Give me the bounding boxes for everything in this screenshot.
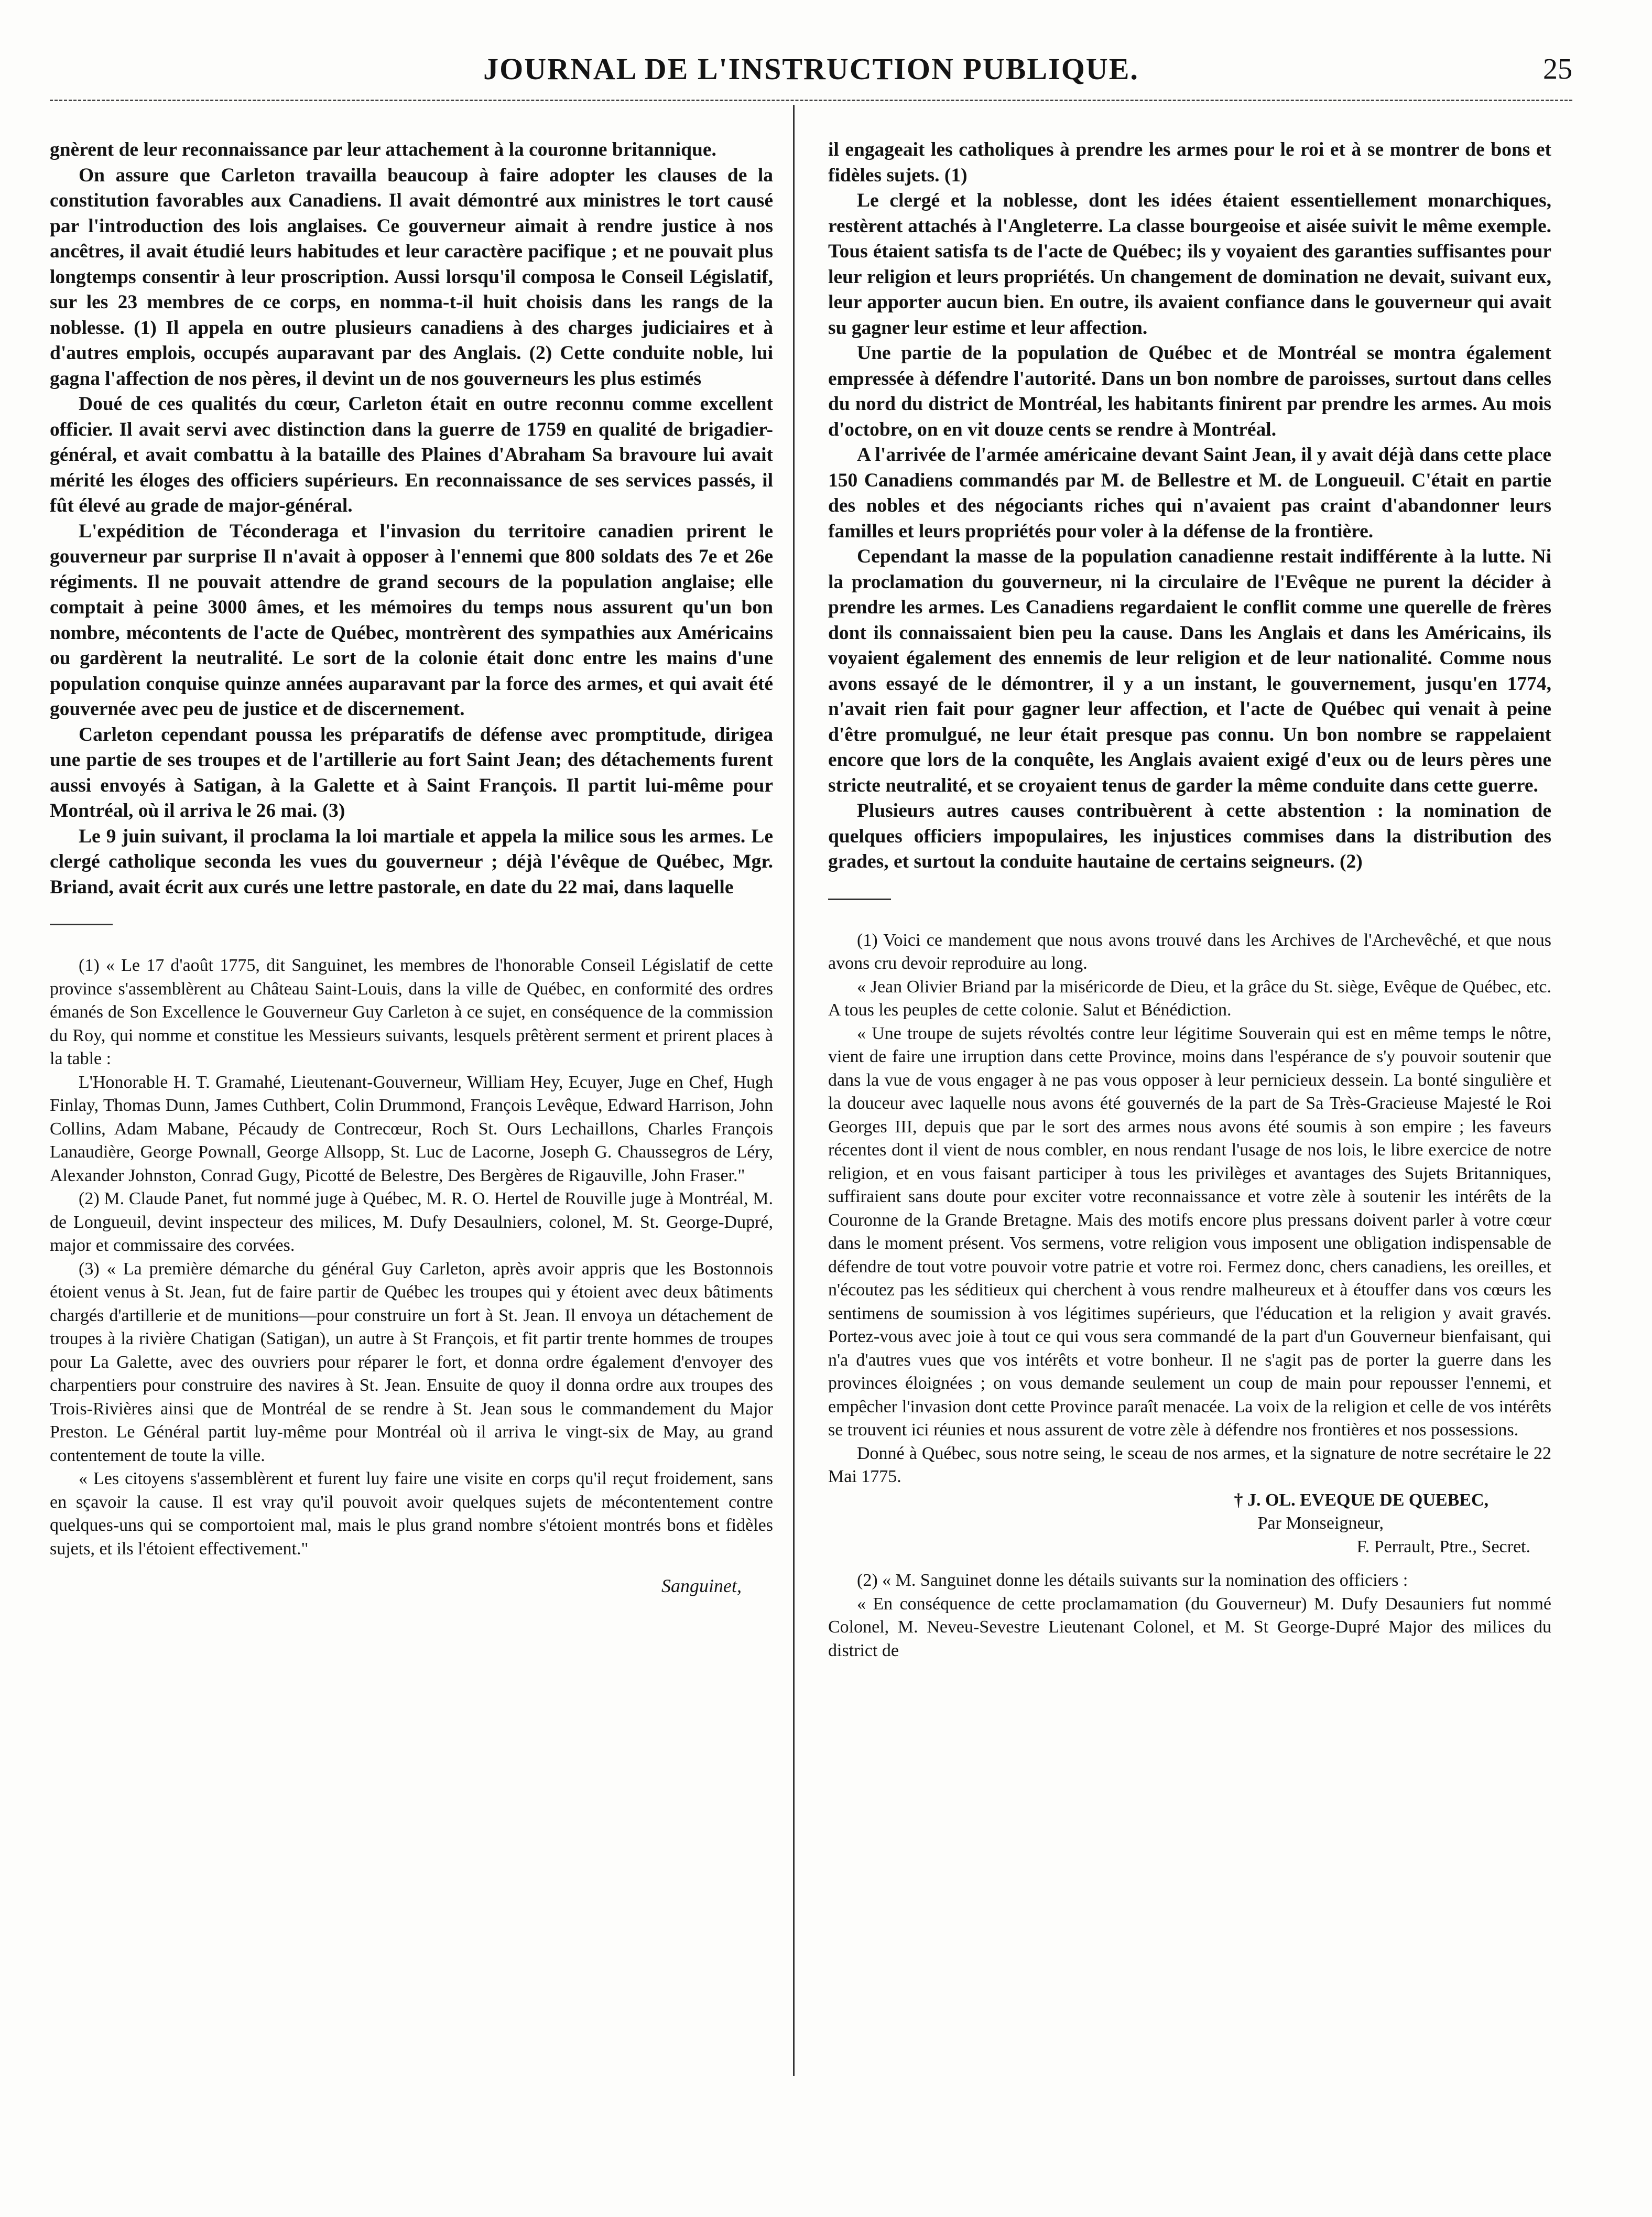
- paragraph: Doué de ces qualités du cœur, Carleton était en outre reconnu comme excellent officier. Il avait servi avec distinction dans la guerre de 1759 en qualité de brigadier-général, et avait combattu à la bataille des Plaines d'Abraham Sa bravoure lui avait mérité les éloges des officiers supérieurs. En reconnaissance de ses services passés, il fût élevé au grade de major-général.: [50, 393, 773, 516]
- footnote: L'Honorable H. T. Gramahé, Lieutenant-Gouverneur, William Hey, Ecuyer, Juge en Chef, Hugh Finlay, Thomas Dunn, James Cuthbert, Colin Drummond, François Levêque, Edward Harrison, John Collins, Adam Mabane, Pécaudy de Contrecœur, Roch St. Ours Lechaillons, Charles François Lanaudière, George Pownall, George Allsopp, St. Luc de Lacorne, Joseph G. Chaussegros de Léry, Alexander Johnston, Conrad Gugy, Picotté de Belestre, Des Bergères de Rigauville, John Fraser.": [50, 1072, 773, 1185]
- footnote: « Une troupe de sujets révoltés contre leur légitime Souverain qui est en même temps le nôtre, vient de faire une irruption dans cette Province, moins dans l'espérance de s'y pouvoir soutenir que dans la vue de vous engager à ne pas vous opposer à leur pernicieux dessein. La bonté singulière et la douceur avec laquelle nous avons été gouvernés de la part de Sa Très-Gracieuse Majesté le Roi Georges III, depuis que par le sort des armes nous avons été soumis à son empire ; les faveurs récentes dont il vient de nous combler, en nous rendant l'usage de nos lois, le libre exercice de notre religion, et en vous faisant participer à tous les privilèges et avantages des Sujets Britanniques, suffiraient sans doute pour exciter votre reconnaissance et votre zèle à soutenir les intérêts de la Couronne de la Grande Bretagne. Mais des motifs encore plus pressans doivent parler à votre cœur dans le moment présent. Vos sermens, votre religion vous imposent une obligation indispensable de défendre de tout votre pouvoir votre patrie et votre roi. Fermez donc, chers canadiens, les oreilles, et n'écoutez pas les séditieux qui cherchent à vous rendre malheureux et à étouffer dans vos cœurs les sentimens de soumission à vos légitimes supérieurs, que l'éducation et la religion y avait gravés. Portez-vous avec joie à tout ce qui vous sera commandé de la part d'un Gouverneur bienfaisant, qui n'a d'autres vues que vos intérêts et votre bonheur. Il ne s'agit pas de porter la guerre dans les provinces éloignées ; on vous demande seulement un coup de main pour repousser l'ennemi, et empêcher l'invasion dont cette Province paraît menacée. La voix de la religion et celle de vos intérêts se trouvent ici réunies et nous assurent de votre zèle à défendre nos frontières et nos possessions.: [828, 1023, 1551, 1440]
- paragraph: On assure que Carleton travailla beaucoup à faire adopter les clauses de la constitution favorables aux Canadiens. Il avait démontré aux ministres le tort causé par l'introduction des lois anglaises. Ce gouverneur aimait à rendre justice à nos ancêtres, il avait étudié leurs habitudes et leur caractère pacifique ; et ne pouvait plus longtemps consentir à leur proscription. Aussi lorsqu'il composa le Conseil Législatif, sur les 23 membres de ce corps, en nomma-t-il huit choisis dans les rangs de la noblesse. (1) Il appela en outre plusieurs canadiens à des charges judiciaires et à d'autres emplois, occupés auparavant par des Anglais. (2) Cette conduite noble, lui gagna l'affection de nos pères, il devint un de nos gouverneurs les plus estimés: [50, 164, 773, 390]
- footnote: « En conséquence de cette proclamamation (du Gouverneur) M. Dufy Desauniers fut nommé Colonel, M. Neveu-Sevestre Lieutenant Colonel, et M. St George-Dupré Major des milices du district de: [828, 1594, 1551, 1660]
- paragraph: Une partie de la population de Québec et de Montréal se montra également empressée à défendre l'autorité. Dans un bon nombre de paroisses, surtout dans celles du nord du district de Montréal, les habitants finirent par prendre les armes. Au mois d'octobre, on en vit douze cents se rendre à Montréal.: [828, 342, 1551, 440]
- right-body: [828, 137, 1551, 875]
- secretary-signature: F. Perrault, Ptre., Secret.: [1356, 1537, 1530, 1556]
- par-monseigneur: Par Monseigneur,: [1257, 1513, 1384, 1533]
- footnote: (3) « La première démarche du général Guy Carleton, après avoir appris que les Bostonnois étoient venus à St. Jean, fut de faire partir de Québec les troupes qui y étoient avec deux bâtiments chargés d'artillerie et de munitions—pour construire un fort à St. Jean. Il envoya un détachement de troupes à la rivière Chatigan (Satigan), un autre à St François, et fit partir trente hommes de troupes pour La Galette, avec des ouvriers pour réparer le fort, et donna ordre également d'envoyer des charpentiers pour construire des navires à St. Jean. Ensuite de quoy il donna ordre aux troupes des Trois-Rivières ainsi que de Montréal de se rendre à St. Jean sous le commandement du Major Preston. Le Général partit luy-même pour Montréal où il arriva le vingt-six de May, au grand contentement de toute la ville.: [50, 1259, 773, 1465]
- footnote: Donné à Québec, sous notre seing, le sceau de nos armes, et la signature de notre secrétaire le 22 Mai 1775.: [828, 1443, 1551, 1486]
- paragraph: Carleton cependant poussa les préparatifs de défense avec promptitude, dirigea une partie de ses troupes et de l'artillerie au fort Saint Jean; des détachements furent aussi envoyés à Satigan, à la Galette et à Saint François. Il partit lui-même pour Montréal, où il arriva le 26 mai. (3): [50, 723, 773, 821]
- footnote: (2) « M. Sanguinet donne les détails suivants sur la nomination des officiers :: [857, 1571, 1408, 1590]
- paragraph: Plusieurs autres causes contribuèrent à cette abstention : la nomination de quelques officiers impopulaires, les injustices commises dans la distribution des grades, et surtout la conduite hautaine de certains seigneurs. (2): [828, 800, 1551, 872]
- header-rule: [50, 100, 1572, 101]
- footnote: (1) « Le 17 d'août 1775, dit Sanguinet, les membres de l'honorable Conseil Législatif de cette province s'assemblèrent au Château Saint-Louis, dans la ville de Québec, en conformité des ordres émanés de Son Excellence le Gouverneur Guy Carleton à ce sujet, en conséquence de la commission du Roy, qui nomme et constitue les Messieurs suivants, lesquels prêtèrent serment et prirent places à la table :: [50, 956, 773, 1068]
- footnote-separator: [828, 899, 891, 900]
- paragraph: Cependant la masse de la population canadienne restait indifférente à la lutte. Ni la proclamation du gouverneur, ni la circulaire de l'Evêque ne purent la décider à prendre les armes. Les Canadiens regardaient le conflit comme une querelle de frères dont ils connaissaient bien peu la cause. Dans les Anglais et dans les Américains, ils voyaient également des ennemis de leur religion et de leur nationalité. Comme nous avons essayé de le démontrer, il y a un instant, le gouvernement, jusqu'en 1774, n'avait rien fait pour gagner leur affection, et l'acte de Québec qui venait à peine d'être promulgué, ne leur était presque pas connu. Un bon nombre se rappelaient encore que lors de la conquête, les Anglais avaient exigé d'eux ou de leurs pères une stricte neutralité, et se croyaient tenus de garder la même conduite dans cette guerre.: [828, 546, 1551, 796]
- paragraph: il engageait les catholiques à prendre les armes pour le roi et à se montrer de bons et fidèles sujets. (1): [828, 139, 1551, 186]
- paragraph: Le 9 juin suivant, il proclama la loi martiale et appela la milice sous les armes. Le clergé catholique seconda les vues du gouverneur ; déjà l'évêque de Québec, Mgr. Briand, avait écrit aux curés une lettre pastorale, en date du 22 mai, dans laquelle: [50, 825, 773, 898]
- left-body: [50, 137, 773, 900]
- paragraph: A l'arrivée de l'armée américaine devant Saint Jean, il y avait déjà dans cette place 150 Canadiens commandés par M. de Bellestre et M. de Longueuil. C'était en partie des nobles et des négociants riches qui n'avaient pas craint d'abandonner leurs familles et leurs propriétés pour voler à la défense de la frontière.: [828, 444, 1551, 542]
- left-footnotes: [50, 954, 773, 1598]
- footnote: (1) Voici ce mandement que nous avons trouvé dans les Archives de l'Archevêché, et que nous avons cru devoir reproduire au long.: [828, 930, 1551, 973]
- paragraph: Le clergé et la noblesse, dont les idées étaient essentiellement monarchiques, restèrent attachés à l'Angleterre. La classe bourgeoise et aisée suivit le même exemple. Tous étaient satisfa ts de l'acte de Québec; ils y voyaient des garanties suffisantes pour leur religion et leurs propriétés. Un changement de domination ne devait, suivant eux, leur apporter aucun bien. En outre, ils avaient confiance dans le gouverneur qui avait su gagner leur estime et leur affection.: [828, 190, 1551, 339]
- footnote: (2) M. Claude Panet, fut nommé juge à Québec, M. R. O. Hertel de Rouville juge à Montréal, M. de Longueuil, devint inspecteur des milices, M. Dufy Desaulniers, colonel, M. St. George-Dupré, major et commissaire des corvées.: [50, 1189, 773, 1255]
- journal-title: JOURNAL DE L'INSTRUCTION PUBLIQUE.: [483, 52, 1139, 86]
- right-footnotes: [828, 929, 1551, 1663]
- page-number: 25: [1543, 53, 1572, 85]
- page-header: [50, 48, 1572, 90]
- footnote-signature: Sanguinet,: [661, 1575, 742, 1596]
- bishop-signature: † J. OL. EVEQUE DE QUEBEC,: [1234, 1490, 1488, 1510]
- footnote: « Les citoyens s'assemblèrent et furent luy faire une visite en corps qu'il reçut froidement, sans en sçavoir la cause. Il est vray qu'il pouvoit avoir quelques sujets de mécontentement contre quelques-uns qui se comportoient mal, mais le plus grand nombre s'étoient montrés bons et fidèles sujets, et ils l'étoient effectivement.": [50, 1469, 773, 1559]
- paragraph: gnèrent de leur reconnaissance par leur attachement à la couronne britannique.: [50, 139, 716, 160]
- right-column: [828, 137, 1551, 2171]
- footnote: « Jean Olivier Briand par la miséricorde de Dieu, et la grâce du St. siège, Evêque de Québec, etc. A tous les peuples de cette colonie. Salut et Bénédiction.: [828, 977, 1551, 1020]
- column-divider: [793, 105, 795, 2076]
- left-column: [50, 137, 773, 2171]
- footnote-separator: [50, 924, 113, 925]
- paragraph: L'expédition de Téconderaga et l'invasion du territoire canadien prirent le gouverneur par surprise Il n'avait à opposer à l'ennemi que 800 soldats des 7e et 26e régiments. Il ne pouvait attendre de grand secours de la population anglaise; elle comptait à peine 3000 âmes, et les mémoires du temps nous assurent qu'un bon nombre, mécontents de l'acte de Québec, montrèrent des sympathies aux Américains ou gardèrent la neutralité. Le sort de la colonie était donc entre les mains d'une population conquise quinze années auparavant par la force des armes, et qui avait été gouvernée avec peu de justice et de discernement.: [50, 520, 773, 720]
